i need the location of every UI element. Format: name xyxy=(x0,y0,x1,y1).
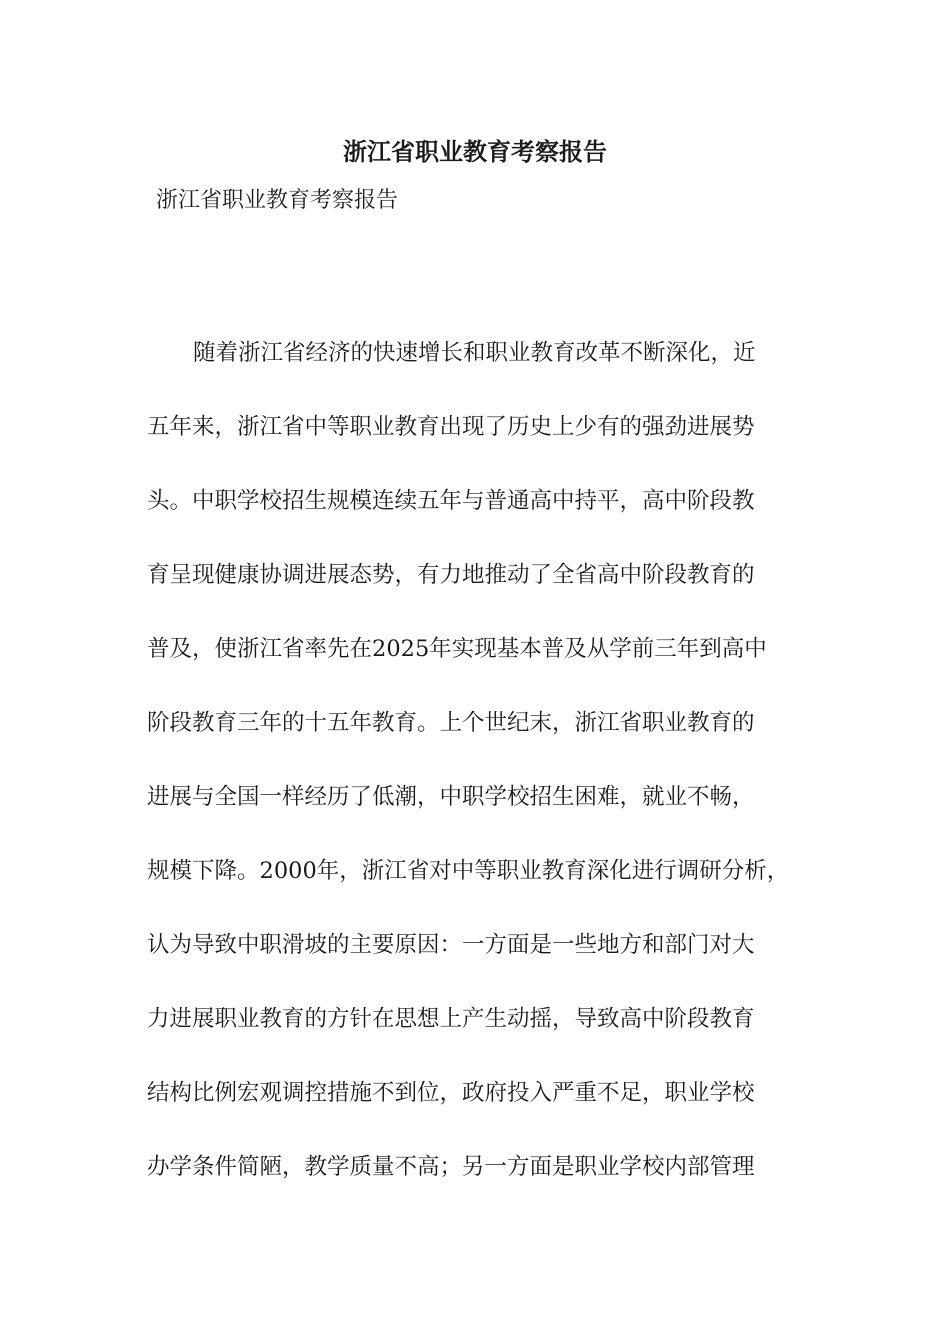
body-line: 进展与全国一样经历了低潮，中职学校招生困难，就业不畅， xyxy=(147,784,755,810)
body-line: 阶段教育三年的十五年教育。上个世纪末，浙江省职业教育的 xyxy=(147,710,755,736)
body-line: 认为导致中职滑坡的主要原因：一方面是一些地方和部门对大 xyxy=(147,932,755,958)
document-body xyxy=(147,334,847,1222)
body-line: 头。中职学校招生规模连续五年与普通高中持平，高中阶段教 xyxy=(147,488,755,514)
body-line: 办学条件简陋，教学质量不高；另一方面是职业学校内部管理 xyxy=(147,1154,755,1180)
document-title: 浙江省职业教育考察报告 xyxy=(343,137,607,166)
body-line: 五年来，浙江省中等职业教育出现了历史上少有的强劲进展势 xyxy=(147,414,755,440)
body-line: 育呈现健康协调进展态势，有力地推动了全省高中阶段教育的 xyxy=(147,562,755,588)
body-line: 结构比例宏观调控措施不到位，政府投入严重不足，职业学校 xyxy=(147,1080,755,1106)
body-line: 力进展职业教育的方针在思想上产生动摇，导致高中阶段教育 xyxy=(147,1006,755,1032)
body-line: 普及，使浙江省率先在2025年实现基本普及从学前三年到高中 xyxy=(147,636,767,662)
body-line: 随着浙江省经济的快速增长和职业教育改革不断深化，近 xyxy=(193,340,756,366)
body-line: 规模下降。2000年，浙江省对中等职业教育深化进行调研分析， xyxy=(147,858,790,884)
document-subtitle: 浙江省职业教育考察报告 xyxy=(156,188,399,213)
